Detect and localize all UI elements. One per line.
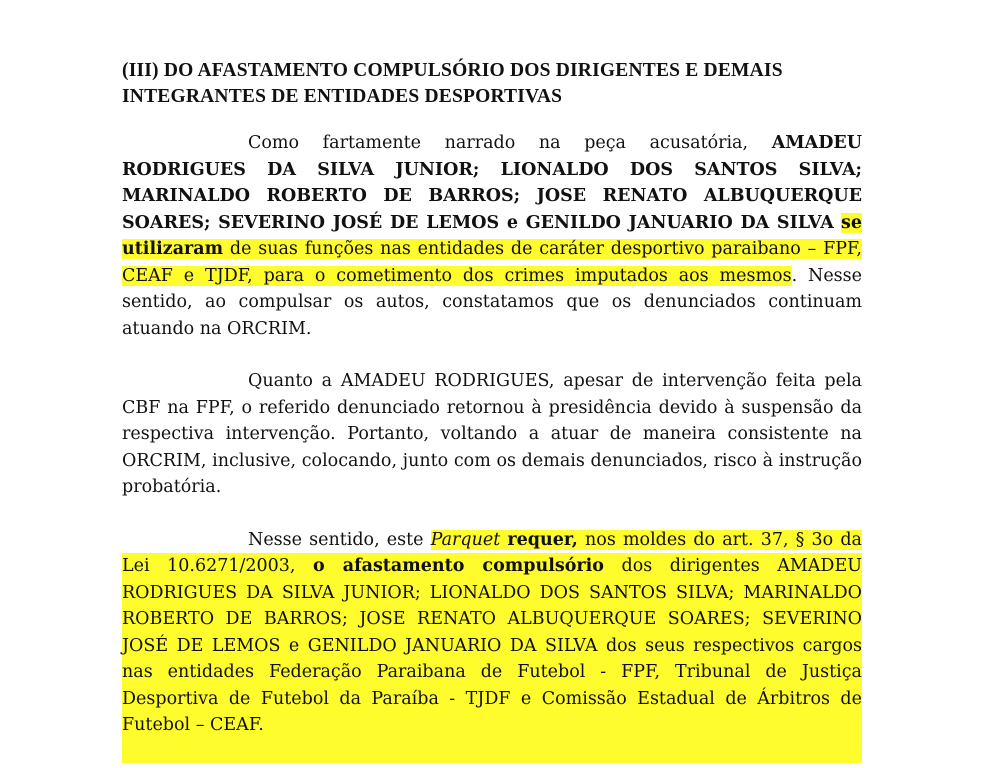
p3-parquet: Parquet [430, 529, 501, 550]
p3-mid2: dos dirigentes AMADEU RODRIGUES DA SILVA JUNIOR; LIONALDO DOS SANTOS SILVA; MARINALDO ROBERTO DE BARROS; JOSE RENATO ALBUQUERQUE SOARES; SEVERINO JOSÉ DE LEMOS e GENILDO JANUARIO DA SILVA dos seus respectivos cargos nas entidades Federação Paraibana de Futebol - FPF, Tribunal de Justiça Desportiva de Futebol da Paraíba - TJDF e Comissão Estadual de Árbitros de Futebol – CEAF. [122, 556, 862, 735]
paragraph-accusation [122, 130, 862, 342]
p1-verb: se utilizaram [122, 212, 862, 259]
p1-highlight-rest: de suas funções nas entidades de caráter desportivo paraibano – FPF, CEAF e TJDF, para o cometimento dos crimes imputados aos mesmos [122, 239, 862, 286]
p3-requer: requer, [507, 529, 578, 550]
p3-intro: Nesse sentido, este [248, 529, 431, 550]
p3-mid1: nos moldes do art. 37, § 3o da Lei 10.6271/2003, [122, 529, 862, 576]
document-page [122, 58, 862, 739]
p1-tail: . Nesse sentido, ao compulsar os autos, constatamos que os denunciados continuam atuando na ORCRIM. [122, 265, 862, 339]
p1-defendant-names: AMADEU RODRIGUES DA SILVA JUNIOR; LIONALDO DOS SANTOS SILVA; MARINALDO ROBERTO DE BARROS; JOSE RENATO ALBUQUERQUE SOARES; SEVERINO JOSÉ DE LEMOS e GENILDO JANUARIO DA SILVA [122, 133, 862, 233]
p1-intro: Como fartamente narrado na peça acusatória, [248, 133, 772, 153]
paragraph-amadeu: Quanto a AMADEU RODRIGUES, apesar de intervenção feita pela CBF na FPF, o referido denunciado retornou à presidência devido à suspensão da respectiva intervenção. Portanto, voltando a atuar de maneira consistente na ORCRIM, inclusive, colocando, junto com os demais denunciados, risco à instrução probatória. [122, 371, 862, 497]
paragraph-request [122, 527, 862, 739]
section-heading: (III) DO AFASTAMENTO COMPULSÓRIO DOS DIRIGENTES E DEMAIS INTEGRANTES DE ENTIDADES DESPORTIVAS [122, 60, 783, 107]
p3-afastamento: o afastamento compulsório [313, 556, 604, 576]
highlighted-request-block [122, 527, 862, 739]
p1-space [834, 213, 841, 233]
p3-first-line-highlight [122, 530, 862, 736]
